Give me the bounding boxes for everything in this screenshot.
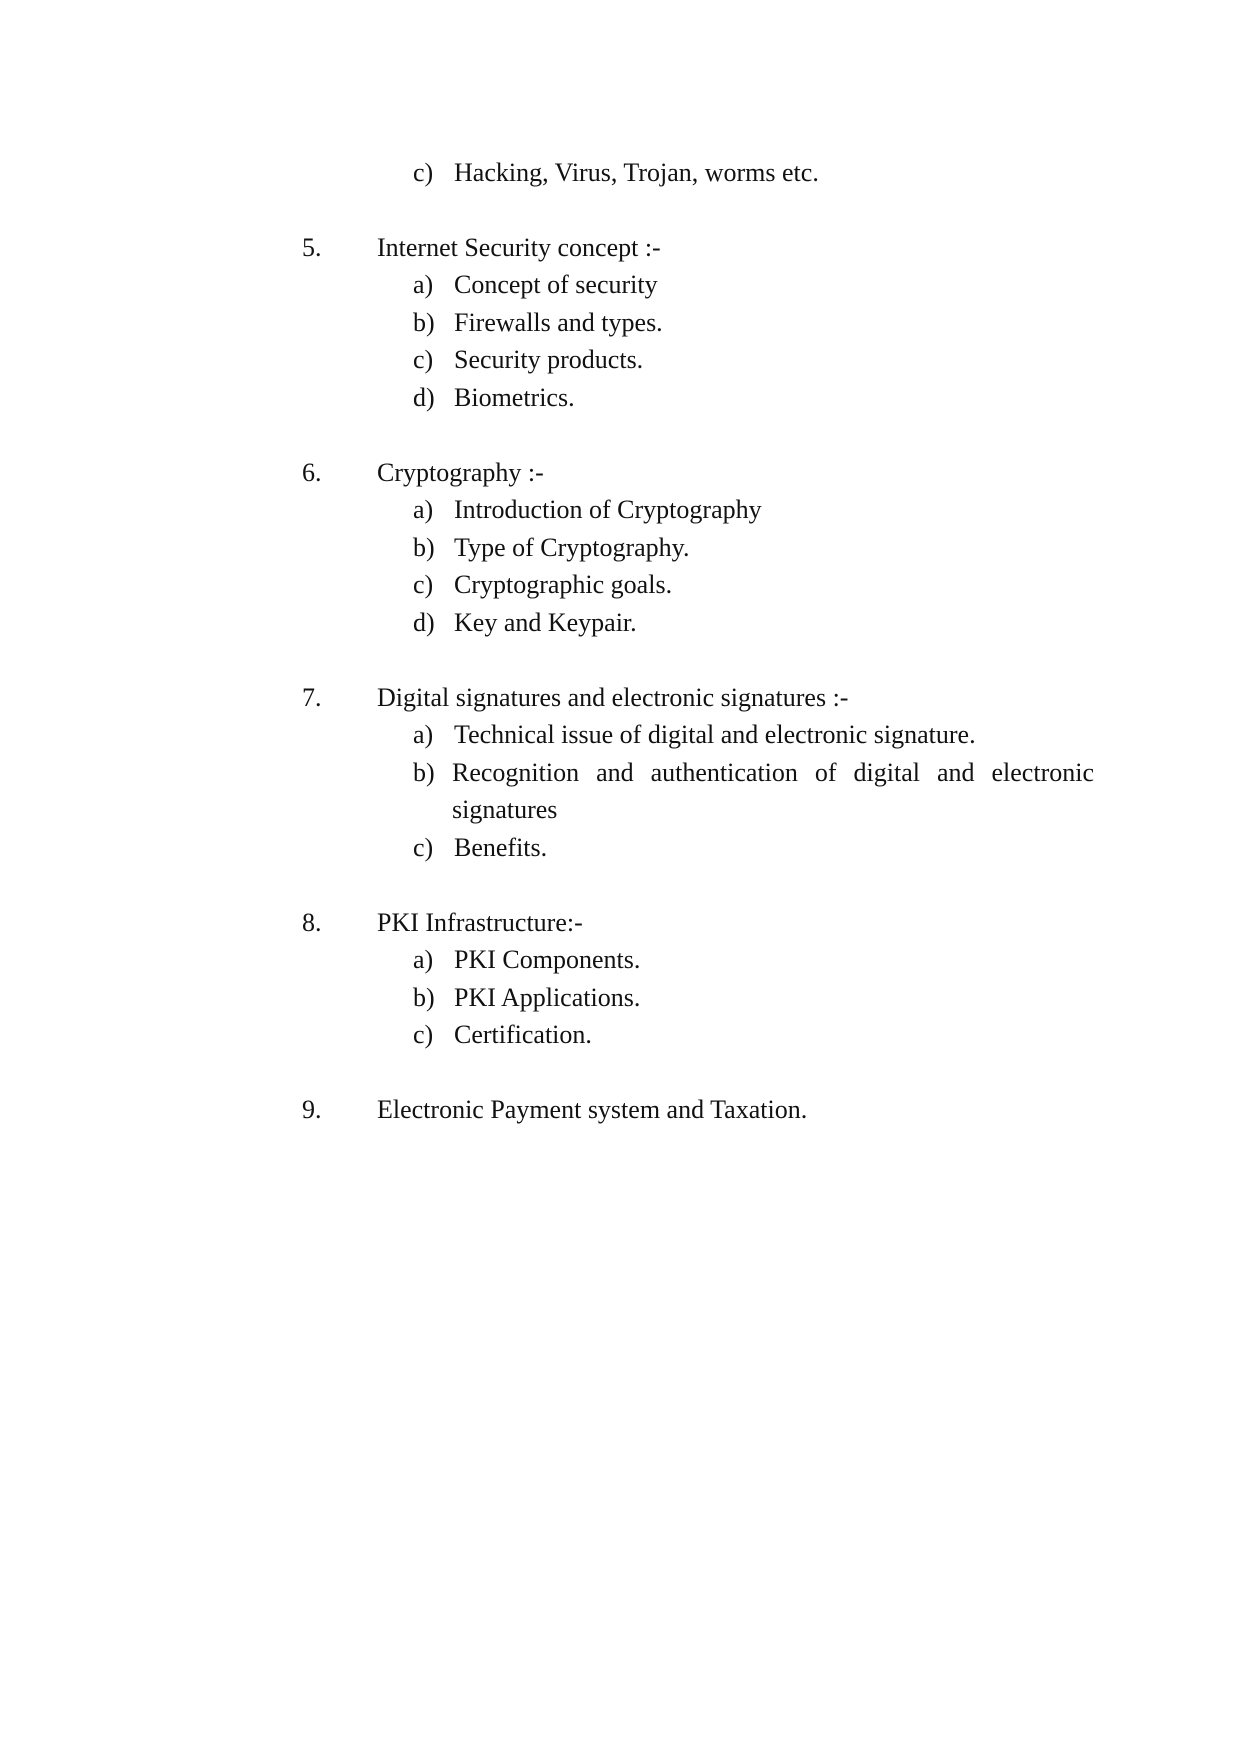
list-item-text: PKI Components. (454, 945, 641, 974)
list-item-text: Cryptographic goals. (454, 570, 673, 599)
list-item-text: Certification. (454, 1020, 592, 1049)
section-number: 9. (302, 1095, 322, 1124)
section-title: PKI Infrastructure:- (377, 908, 583, 937)
list-item-letter: c) (413, 1020, 434, 1049)
list-item-letter: d) (413, 608, 435, 637)
list-item-text: Benefits. (454, 833, 548, 862)
list-item-text: Key and Keypair. (454, 608, 637, 637)
section-title: Cryptography :- (377, 458, 544, 487)
list-item-letter: b) (413, 758, 435, 787)
list-item-letter: b) (413, 983, 435, 1012)
list-item-letter: b) (413, 533, 435, 562)
list-item-text: Firewalls and types. (454, 308, 663, 337)
list-item-letter: b) (413, 308, 435, 337)
section-title: Digital signatures and electronic signatures :- (377, 683, 849, 712)
list-item-letter: a) (413, 945, 434, 974)
section-number: 8. (302, 908, 322, 937)
list-item-text: Introduction of Cryptography (454, 495, 762, 524)
section-number: 5. (302, 233, 322, 262)
list-item-letter: a) (413, 270, 434, 299)
list-item-text: Recognition and authentication of digital and electronic (452, 758, 1094, 787)
list-item-letter: a) (413, 720, 434, 749)
list-item-text: Type of Cryptography. (454, 533, 690, 562)
section-title: Internet Security concept :- (377, 233, 661, 262)
list-item-text-continuation: signatures (452, 795, 558, 824)
section-title: Electronic Payment system and Taxation. (377, 1095, 808, 1124)
list-item-letter: c) (413, 570, 434, 599)
list-item-text: Biometrics. (454, 383, 575, 412)
list-item-text: Technical issue of digital and electronic signature. (454, 720, 976, 749)
list-item-letter: a) (413, 495, 434, 524)
list-item-letter: c) (413, 833, 434, 862)
section-number: 7. (302, 683, 322, 712)
list-item-letter: c) (413, 345, 434, 374)
list-item-letter: c) (413, 158, 434, 187)
list-item-letter: d) (413, 383, 435, 412)
list-item-text: Hacking, Virus, Trojan, worms etc. (454, 158, 819, 187)
list-item-text: PKI Applications. (454, 983, 641, 1012)
list-item-text: Concept of security (454, 270, 658, 299)
list-item-text: Security products. (454, 345, 644, 374)
section-number: 6. (302, 458, 322, 487)
